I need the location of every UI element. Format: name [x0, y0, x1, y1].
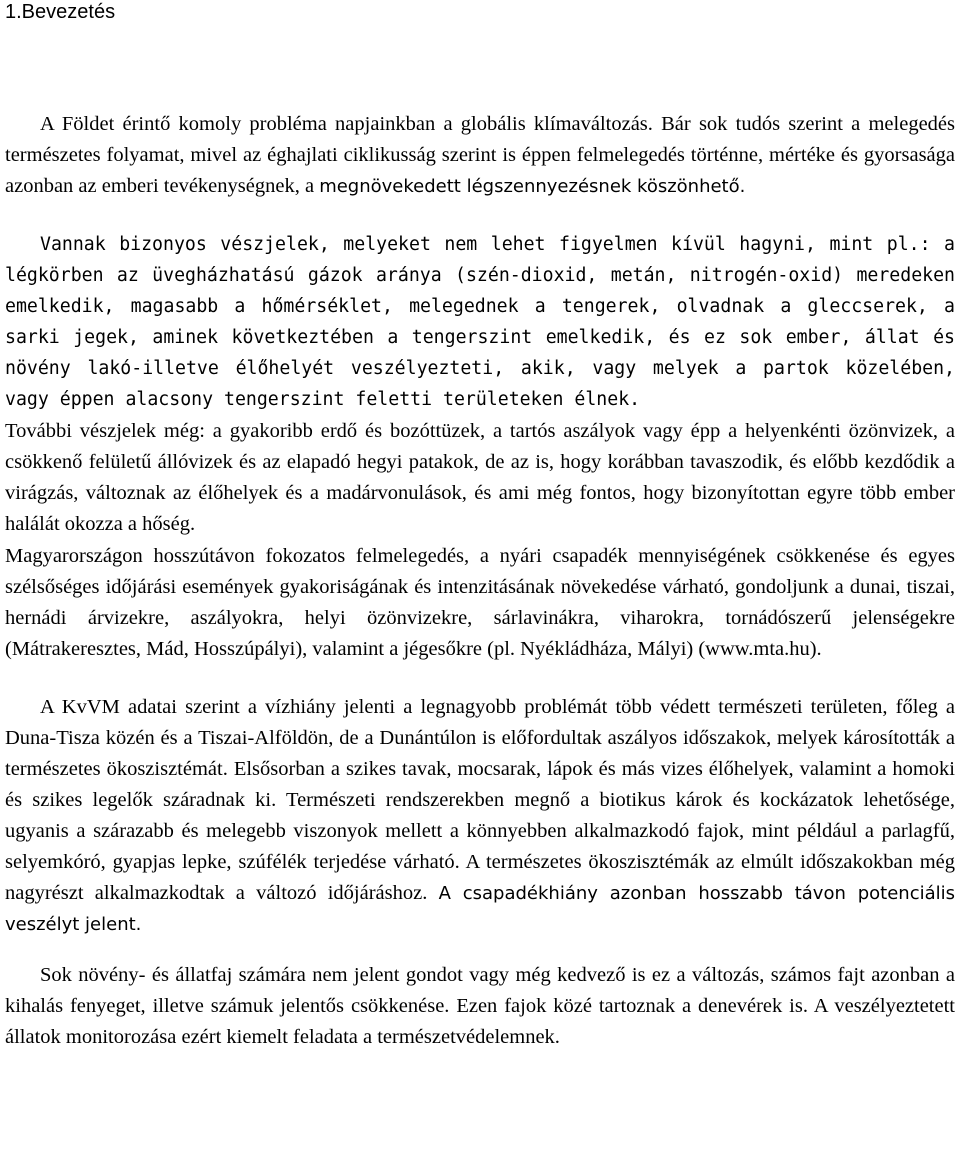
- paragraph-intro-tail: megnövekedett légszennyezésnek köszönhető.: [319, 176, 746, 197]
- paragraph-warning-signs: Vannak bizonyos vészjelek, melyeket nem lehet figyelmen kívül hagyni, mint pl.: a légkörben az üvegházhatású gázok aránya (szén-dioxid, metán, nitrogén-oxid) meredeken emelkedik, magasabb a hőmérséklet, melegednek a tengerek, olvadnak a gleccserek, a sarki jegek, aminek következtében a tengerszint emelkedik, és ez sok ember, állat és növény lakó-illetve élőhelyét veszélyezteti, akik, vagy melyek a partok közelében, vagy éppen alacsony tengerszint feletti területeken élnek.: [5, 234, 955, 410]
- paragraph-further-signs: További vészjelek még: a gyakoribb erdő és bozóttüzek, a tartós aszályok vagy épp a helyenkénti özönvizek, a csökkenő felületű állóvizek és az elapadó hegyi patakok, de az is, hogy korábban tavaszodik, és előbb kezdődik a virágzás, változnak az élőhelyek és a madárvonulások, és ami még fontos, hogy bizonyítottan egyre több ember halálát okozza a hőség.: [5, 420, 955, 535]
- paragraph-intro: [5, 109, 955, 202]
- paragraph-kvvm-mid: Természeti rendszerekben megnő a biotikus károk és kockázatok lehetősége, ugyanis a szárazabb és melegebb viszonyok mellett a könnyebben alkalmazkodó fajok, mint például a parlagfű, selyemkóró, gyapjas lepke, szúfélék terjedése várható. A természetes ökoszisztémák az elmúlt időszakokban még nagyrészt alkalmazkodtak a változó időjáráshoz.: [5, 789, 955, 904]
- paragraph-hungary: Magyarországon hosszútávon fokozatos felmelegedés, a nyári csapadék mennyiségének csökkenése és egyes szélsőséges időjárási események gyakoriságának és intenzitásának növekedése várható, gondoljunk a dunai, tiszai, hernádi árvizekre, aszályokra, helyi özönvizekre, sárlavinákra, viharokra, tornádószerű jelenségekre (Mátrakeresztes, Mád, Hosszúpályi), valamint a jégesőkre (pl. Nyékládháza, Mályi) (www.mta.hu).: [5, 545, 955, 660]
- paragraph-kvvm-text: A KvVM adatai szerint a vízhiány jelenti a legnagyobb problémát több védett természeti területen, főleg a Duna-Tisza közén és a Tiszai-Alföldön, de a Dunántúlon is előfordultak aszályos időszakok, melyek károsították a természetes ökoszisztémát. Elsősorban a szikes tavak, mocsarak, lápok és más vizes élőhelyek, valamint a homoki és szikes legelők száradnak ki.: [5, 696, 955, 811]
- paragraph-species: Sok növény- és állatfaj számára nem jelent gondot vagy még kedvező is ez a változás, számos fajt azonban a kihalás fenyeget, illetve számuk jelentős csökkenése. Ezen fajok közé tartoznak a denevérek is. A veszélyeztetett állatok monitorozása ezért kiemelt feladata a természetvédelemnek.: [5, 964, 955, 1048]
- document-page: [5, 0, 955, 1053]
- paragraph-kvvm-tail: A csapadékhiány azonban hosszabb távon potenciális veszélyt jelent.: [5, 883, 955, 935]
- paragraph-intro-text: A Földet érintő komoly probléma napjainkban a globális klímaváltozás. Bár sok tudós szerint a melegedés természetes folyamat, mivel az éghajlati ciklikusság szerint is éppen felmelegedés történne, mértéke és gyorsasága azonban az emberi tevékenységnek, a: [5, 113, 955, 197]
- paragraph-kvvm: [5, 692, 955, 940]
- section-heading: 1.Bevezetés: [5, 1, 116, 23]
